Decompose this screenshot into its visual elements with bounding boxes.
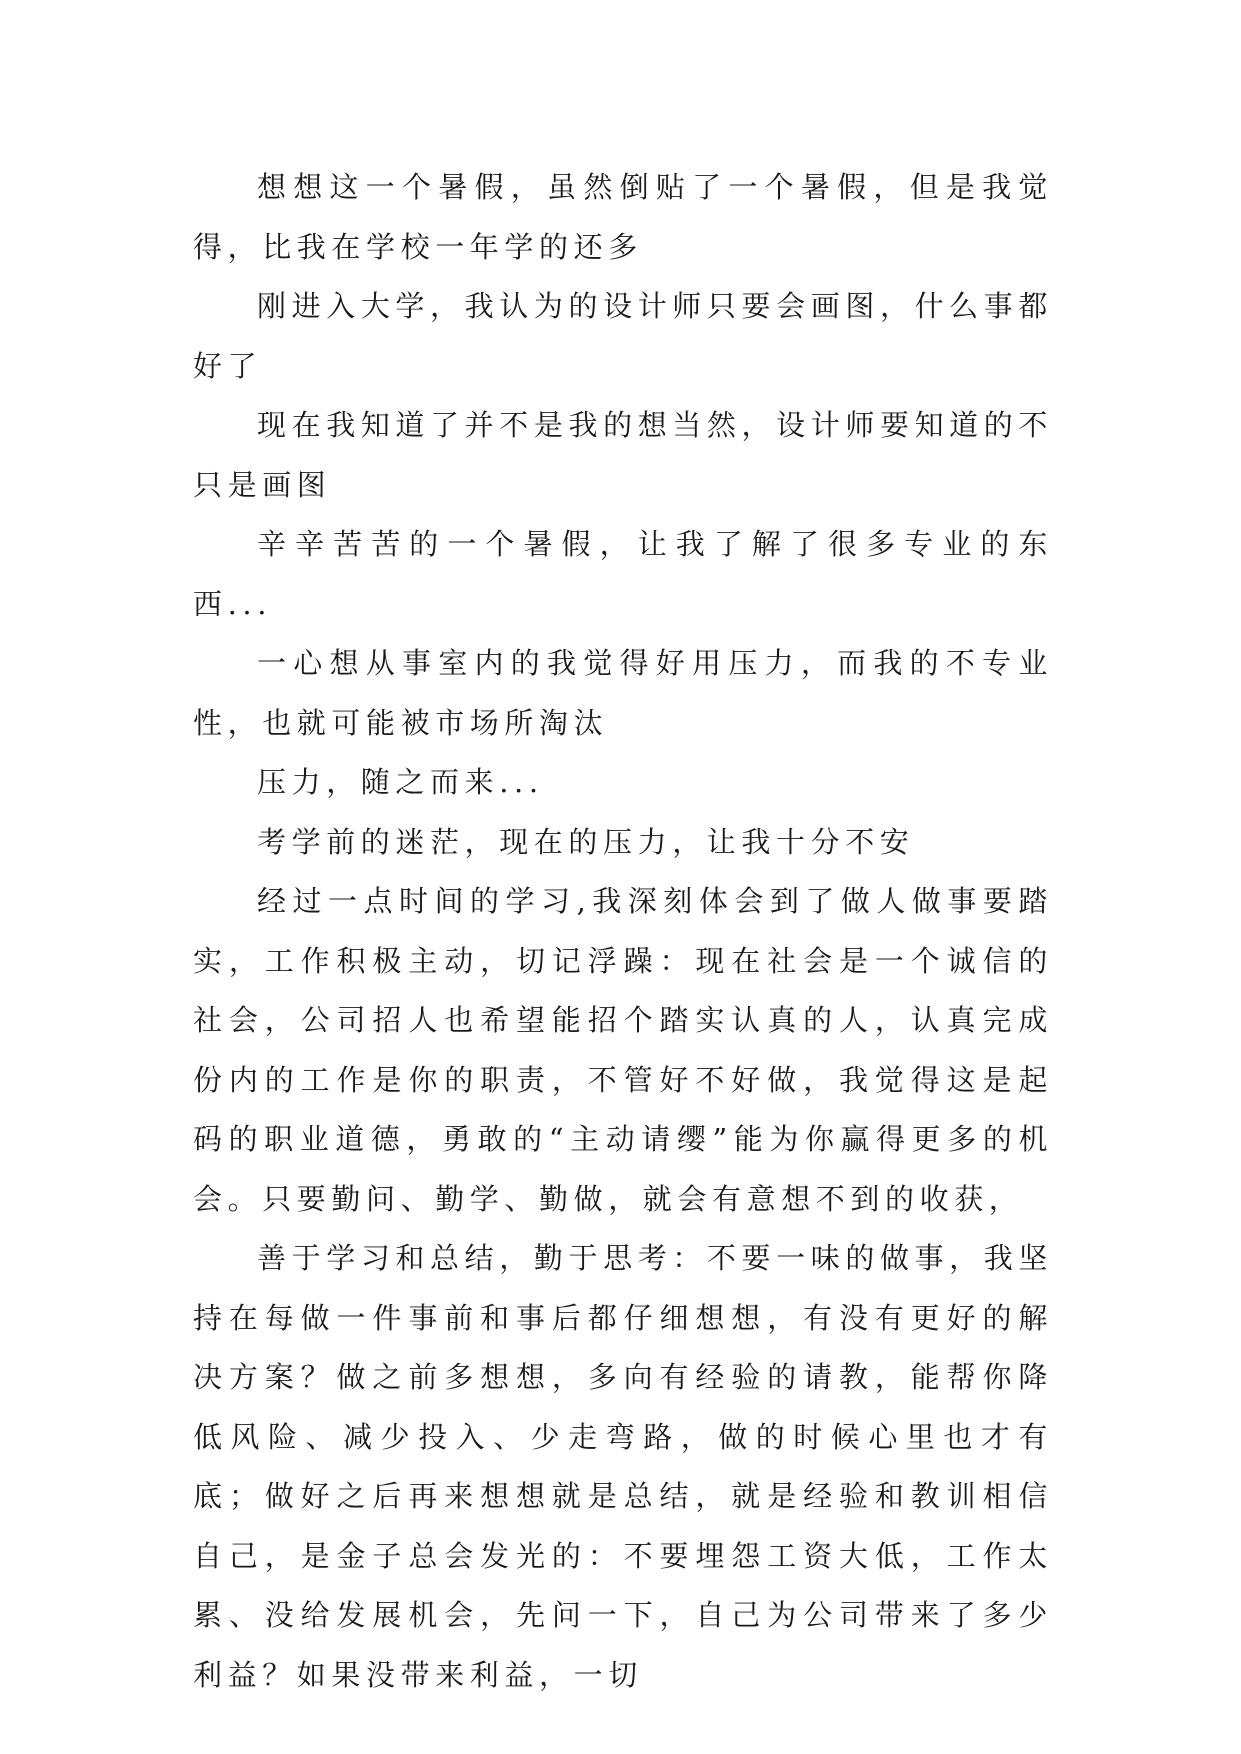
- paragraph: 辛辛苦苦的一个暑假，让我了解了很多专业的东西...: [193, 527, 1053, 621]
- paragraph: 考学前的迷茫，现在的压力，让我十分不安: [257, 824, 915, 859]
- paragraph: 经过一点时间的学习,我深刻体会到了做人做事要踏实，工作积极主动，切记浮躁：现在社会是一个诚信的社会，公司招人也希望能招个踏实认真的人，认真完成份内的工作是你的职责，不管好不好做，我觉得这是起码的职业道德，勇敢的“主动请缨”能为你赢得更多的机会。只要勤问、勤学、勤做，就会有意想不到的收获，: [193, 884, 1053, 1216]
- document-body: [193, 158, 1053, 1705]
- paragraph: 刚进入大学，我认为的设计师只要会画图，什么事都好了: [193, 289, 1053, 383]
- paragraph: 压力，随之而来...: [257, 765, 544, 799]
- paragraph: 善于学习和总结，勤于思考：不要一味的做事，我坚持在每做一件事前和事后都仔细想想，有没有更好的解决方案？做之前多想想，多向有经验的请教，能帮你降低风险、减少投入、少走弯路，做的时候心里也才有底；做好之后再来想想就是总结，就是经验和教训相信自己，是金子总会发光的：不要埋怨工资大低，工作太累、没给发展机会，先问一下，自己为公司带来了多少利益？如果没带来利益，一切: [193, 1241, 1053, 1692]
- paragraph: 现在我知道了并不是我的想当然，设计师要知道的不只是画图: [193, 408, 1053, 502]
- paragraph: 想想这一个暑假，虽然倒贴了一个暑假，但是我觉得，比我在学校一年学的还多: [193, 170, 1053, 264]
- paragraph: 一心想从事室内的我觉得好用压力，而我的不专业性，也就可能被市场所淘汰: [193, 646, 1053, 740]
